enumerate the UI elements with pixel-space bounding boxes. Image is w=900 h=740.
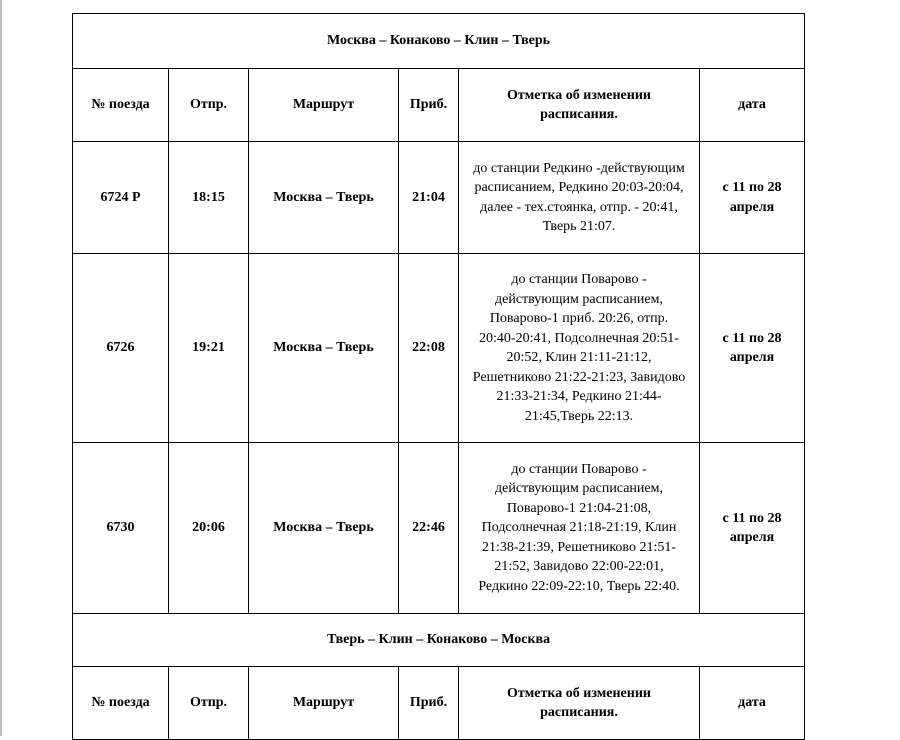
header-change-note-line2: расписания.: [540, 107, 618, 122]
note-line: до станции Поварово -: [511, 272, 647, 287]
table-row: [73, 254, 805, 443]
page-left-edge: [0, 0, 2, 736]
departure-time: 19:21: [169, 254, 249, 443]
date-line2: апреля: [729, 199, 775, 215]
note-line: действующим расписанием,: [495, 291, 663, 307]
route: Москва – Тверь: [249, 254, 399, 443]
header-train-number: № поезда: [73, 69, 169, 142]
date-line1: с 11 по 28: [722, 510, 782, 526]
note-line: 21:52, Завидово 22:00-22:01,: [494, 559, 664, 575]
header-change-note: [459, 69, 700, 142]
note-line: 20:40-20:41, Подсолнечная 20:51-: [479, 330, 679, 346]
note-line: 21:45,Тверь 22:13.: [524, 408, 634, 424]
section-title-row: [73, 614, 805, 667]
change-note: [459, 142, 700, 254]
note-line: Редкино 22:09-22:10, Тверь 22:40.: [478, 578, 680, 594]
header-row: [73, 667, 805, 740]
train-number: 6730: [73, 443, 169, 614]
header-change-note-line1: Отметка об изменении: [507, 87, 651, 103]
section-title: Москва – Конаково – Клин – Тверь: [73, 14, 805, 69]
note-line: расписанием, Редкино 20:03-20:04,: [474, 180, 684, 195]
note-line: Поварово-1 21:04-21:08,: [506, 500, 652, 516]
change-note: [459, 443, 700, 614]
train-number: 6726: [73, 254, 169, 443]
header-date: дата: [700, 69, 805, 142]
note-line: 21:38-21:39, Решетниково 21:51-: [481, 539, 676, 555]
date-line1: с 11 по 28: [722, 330, 782, 346]
note-line: Подсолнечная 21:18-21:19, Клин: [481, 520, 677, 536]
header-departure: Отпр.: [169, 667, 249, 740]
note-line: Поварово-1 приб. 20:26, отпр.: [489, 311, 669, 326]
route: Москва – Тверь: [249, 443, 399, 614]
departure-time: 18:15: [169, 142, 249, 254]
route: Москва – Тверь: [249, 142, 399, 254]
header-change-note-line1: Отметка об изменении: [507, 685, 651, 701]
date-line2: апреля: [729, 530, 775, 545]
section-title-row: [73, 14, 805, 69]
header-train-number: № поезда: [73, 667, 169, 740]
section-title: Тверь – Клин – Конаково – Москва: [73, 614, 805, 667]
arrival-time: 21:04: [399, 142, 459, 254]
header-route: Маршрут: [249, 69, 399, 142]
date-line2: апреля: [729, 350, 775, 365]
schedule-table: [72, 13, 805, 740]
note-line: действующим расписанием,: [495, 481, 663, 497]
arrival-time: 22:46: [399, 443, 459, 614]
note-line: до станции Редкино -действующим: [473, 160, 685, 176]
table-row: [73, 142, 805, 254]
note-line: далее - тех.стоянка, отпр. - 20:41,: [480, 199, 678, 215]
header-change-note: [459, 667, 700, 740]
note-line: до станции Поварово -: [511, 461, 647, 477]
change-note: [459, 254, 700, 443]
date-line1: с 11 по 28: [722, 180, 782, 195]
train-number: 6724 Р: [73, 142, 169, 254]
header-change-note-line2: расписания.: [540, 705, 618, 720]
header-date: дата: [700, 667, 805, 740]
date-range: [700, 254, 805, 443]
arrival-time: 22:08: [399, 254, 459, 443]
note-line: 20:52, Клин 21:11-21:12,: [506, 350, 652, 365]
header-arrival: Приб.: [399, 69, 459, 142]
header-route: Маршрут: [249, 667, 399, 740]
header-departure: Отпр.: [169, 69, 249, 142]
date-range: [700, 142, 805, 254]
header-row: [73, 69, 805, 142]
table-row: [73, 443, 805, 614]
note-line: 21:33-21:34, Редкино 21:44-: [496, 389, 662, 404]
header-arrival: Приб.: [399, 667, 459, 740]
departure-time: 20:06: [169, 443, 249, 614]
note-line: Решетниково 21:22-21:23, Завидово: [472, 369, 686, 385]
date-range: [700, 443, 805, 614]
note-line: Тверь 21:07.: [542, 219, 616, 234]
